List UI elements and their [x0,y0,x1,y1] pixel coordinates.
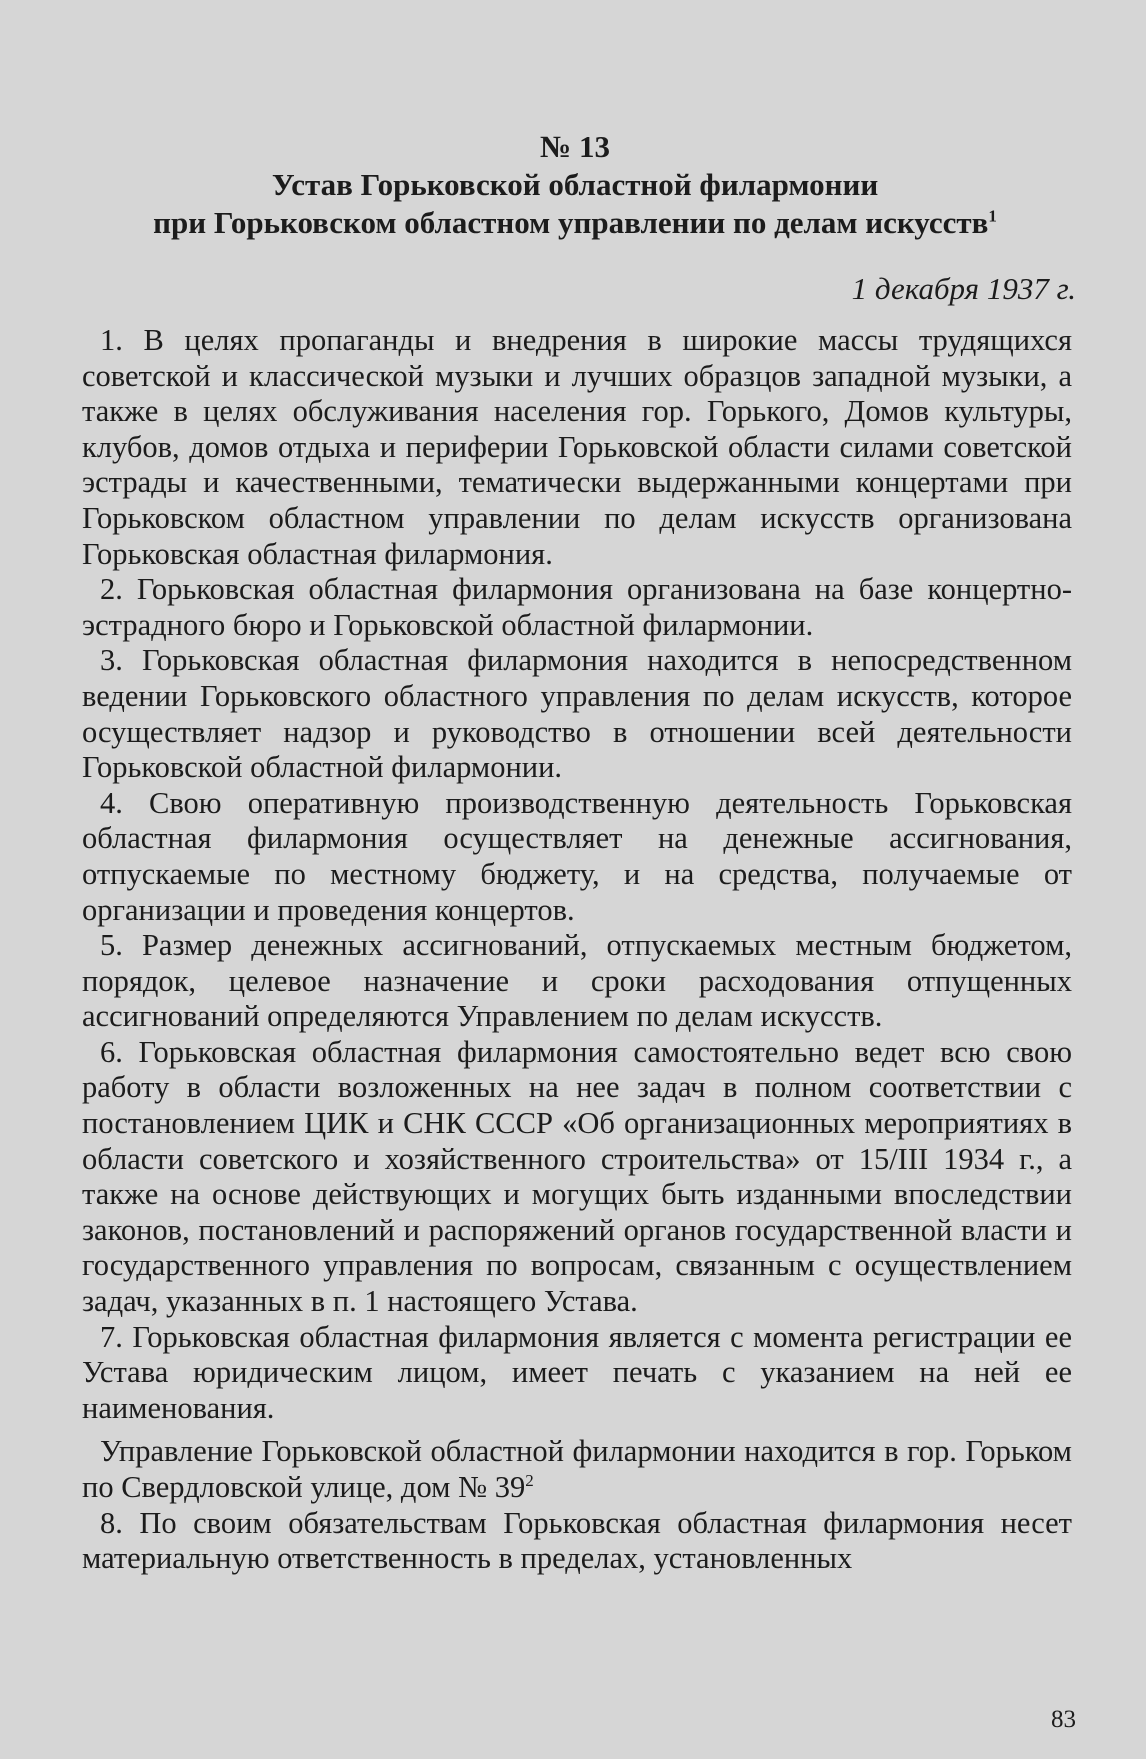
paragraph-2: 2. Горьковская областная филармония организована на базе концертно-эстрадного бюро и Горьковской областной филармонии. [82,572,1072,642]
document-title-line2 [80,204,1070,242]
paragraph-3: 3. Горьковская областная филармония находится в непосредственном ведении Горьковского областного управления по делам искусств, которое осуществляет надзор и руководство в отношении всей деятельности Горьковской областной филармонии. [82,643,1072,785]
footnote-marker-1: 1 [988,206,997,226]
document-body [82,323,1072,1577]
address-text: Управление Горьковской областной филармонии находится в гор. Горьком по Свердловской улице, дом № 39 [82,1434,1072,1504]
paragraph-1: 1. В целях пропаганды и внедрения в широкие массы трудящихся советской и классической музыки и лучших образцов западной музыки, а также в целях обслуживания населения гор. Горького, Домов культуры, клубов, домов отдыха и периферии Горьковской области силами советской эстрады и качественными, тематически выдержанными концертами при Горьковском областном управлении по делам искусств организована Горьковская областная филармония. [82,323,1072,571]
document-title-line1: Устав Горьковской областной филармонии [271,167,879,202]
document-title-line2-text: при Горьковском областном управлении по делам искусств [153,205,989,240]
paragraph-6: 6. Горьковская областная филармония самостоятельно ведет всю свою работу в области возложенных на нее задач в полном соответствии с постановлением ЦИК и СНК СССР «Об организационных мероприятиях в области советского и хозяйственного строительства» от 15/III 1934 г., а также на основе действующих и могущих быть изданными впоследствии законов, постановлений и распоряжений органов государственной власти и государственного управления по вопросам, связанным с осуществлением задач, указанных в п. 1 настоящего Устава. [82,1034,1072,1319]
footnote-marker-2: 2 [525,1470,534,1490]
paragraph-7: 7. Горьковская областная филармония является с момента регистрации ее Устава юридическим лицом, имеет печать с указанием на ней ее наименования. [82,1319,1072,1425]
paragraph-8: 8. По своим обязательствам Горьковская областная филармония несет материальную ответственность в пределах, установленных [82,1505,1072,1576]
document-date: 1 декабря 1937 г. [851,271,1076,306]
address-paragraph [82,1434,1072,1505]
document-header [80,128,1070,242]
document-number: № 13 [540,129,610,164]
paragraph-4: 4. Свою оперативную производственную деятельность Горьковская областная филармония осуществляет на денежные ассигнования, отпускаемые по местному бюджету, и на средства, получаемые от организации и проведения концертов. [82,785,1072,927]
page-number: 83 [1051,1706,1076,1733]
paragraph-5: 5. Размер денежных ассигнований, отпускаемых местным бюджетом, порядок, целевое назначение и сроки расходования отпущенных ассигнований определяются Управлением по делам искусств. [82,928,1072,1034]
